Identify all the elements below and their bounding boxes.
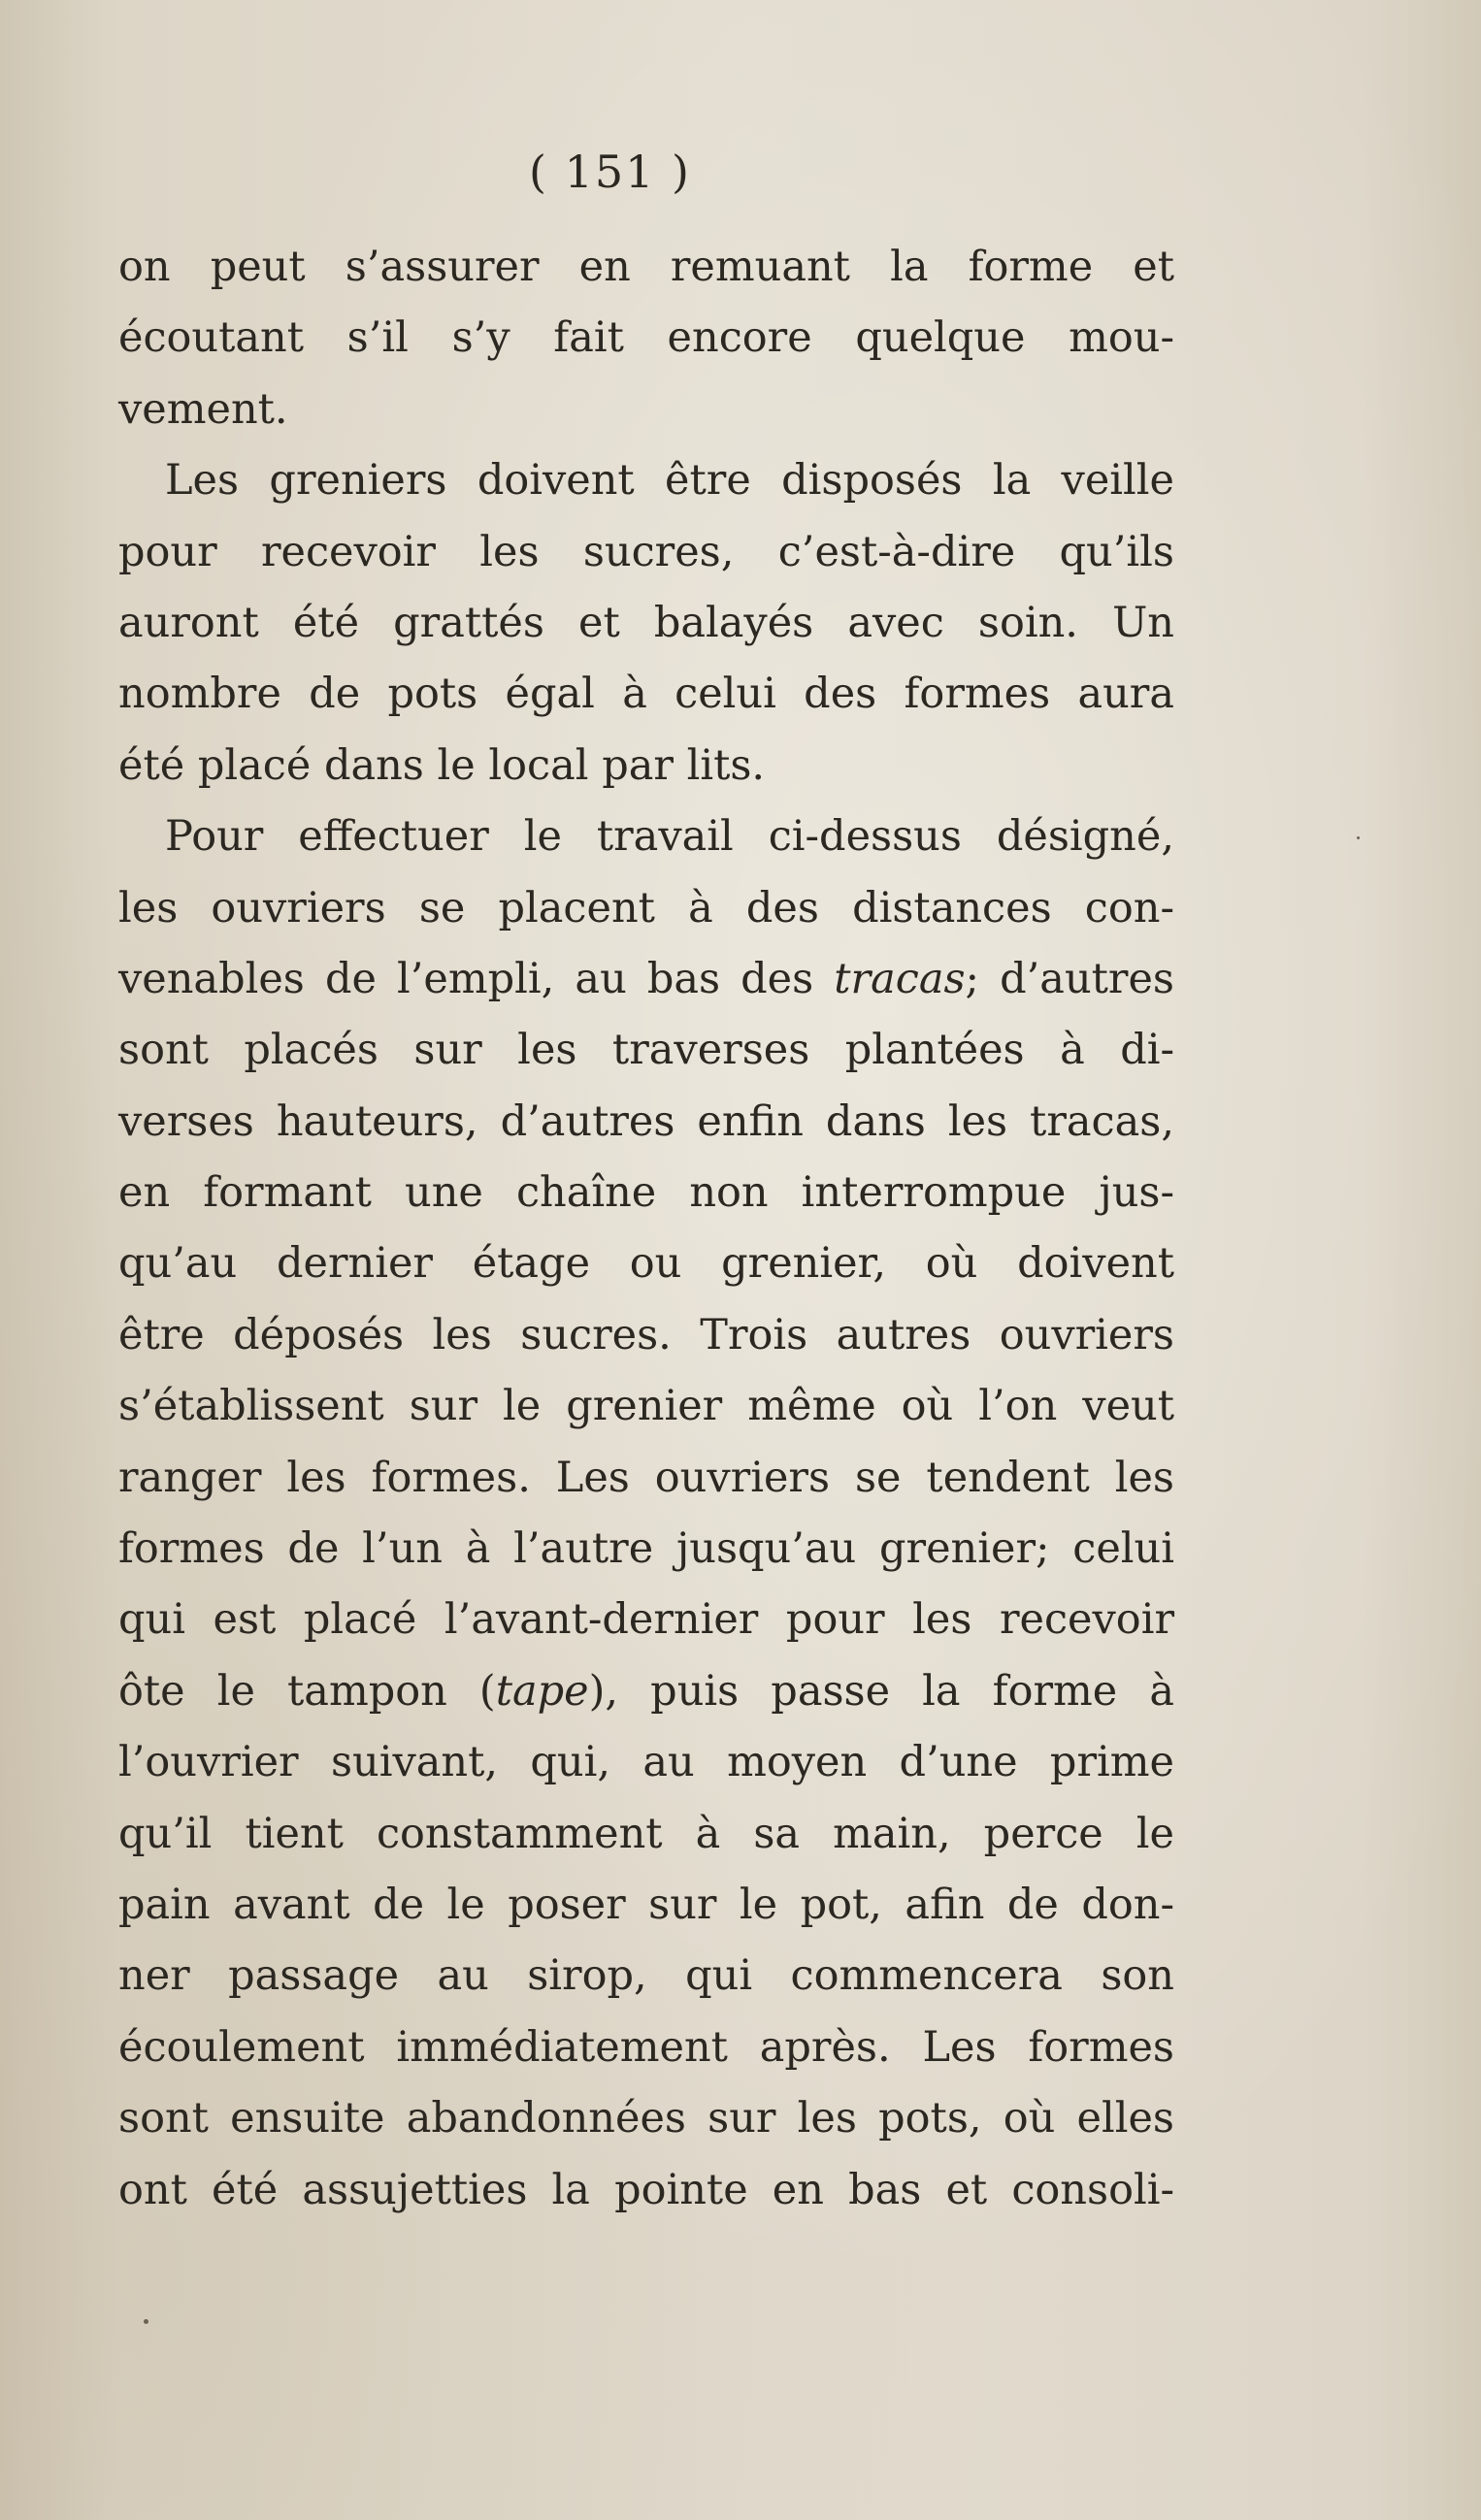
text-line: s’établissent sur le grenier même où l’on veut bbox=[118, 1382, 1174, 1431]
text-line: ranger les formes. Les ouvriers se tendent les bbox=[118, 1453, 1174, 1502]
text-line: sont ensuite abandonnées sur les pots, où elles bbox=[118, 2094, 1174, 2144]
text-line: l’ouvrier suivant, qui, au moyen d’une prime bbox=[118, 1738, 1174, 1787]
text-line: pour recevoir les sucres, c’est-à-dire qu’ils bbox=[118, 527, 1174, 576]
text-line: être déposés les sucres. Trois autres ouvriers bbox=[118, 1310, 1174, 1359]
paper-speck bbox=[1357, 836, 1360, 839]
text-line: formes de l’un à l’autre jusqu’au grenier; celui bbox=[118, 1524, 1174, 1574]
text-segment: ; d’autres bbox=[965, 954, 1174, 1003]
text-line: verses hauteurs, d’autres enfin dans les tracas, bbox=[118, 1096, 1174, 1146]
text-line: qu’il tient constamment à sa main, perce le bbox=[118, 1809, 1174, 1858]
text-line: on peut s’assurer en remuant la forme et bbox=[118, 243, 1174, 291]
text-line: ont été assujetties la pointe en bas et consoli- bbox=[118, 2165, 1174, 2214]
text-line: qui est placé l’avant-dernier pour les recevoir bbox=[118, 1595, 1174, 1645]
text-line bbox=[118, 944, 1174, 1015]
text-line: vement. bbox=[118, 384, 288, 434]
text-line: écoulement immédiatement après. Les formes bbox=[118, 2022, 1174, 2072]
text-line: ner passage au sirop, qui commencera son bbox=[118, 1951, 1174, 2001]
text-line: qu’au dernier étage ou grenier, où doivent bbox=[118, 1239, 1174, 1289]
text-line: Pour effectuer le travail ci-dessus désigné, bbox=[165, 812, 1174, 862]
text-segment: ), puis passe la forme à bbox=[588, 1666, 1174, 1716]
text-line: auront été grattés et balayés avec soin. Un bbox=[118, 598, 1174, 647]
text-line: nombre de pots égal à celui des formes aura bbox=[118, 670, 1174, 719]
text-line: en formant une chaîne non interrompue jus- bbox=[118, 1168, 1174, 1218]
text-line: Les greniers doivent être disposés la veille bbox=[165, 456, 1174, 506]
italic-term: tracas bbox=[834, 954, 966, 1003]
page-number: ( 151 ) bbox=[529, 146, 691, 198]
text-line: les ouvriers se placent à des distances con- bbox=[118, 883, 1174, 933]
text-line: pain avant de le poser sur le pot, afin de don- bbox=[118, 1880, 1174, 1929]
text-segment: venables de l’empli, au bas des bbox=[118, 954, 835, 1003]
italic-term: tape bbox=[495, 1666, 589, 1716]
text-line: écoutant s’il s’y fait encore quelque mou- bbox=[118, 313, 1174, 363]
paper-speck bbox=[144, 2319, 148, 2324]
body-text bbox=[118, 232, 1174, 2226]
text-line bbox=[118, 1656, 1174, 1727]
text-line: été placé dans le local par lits. bbox=[118, 740, 766, 790]
text-segment: ôte le tampon ( bbox=[118, 1666, 496, 1716]
text-line: sont placés sur les traverses plantées à di- bbox=[118, 1026, 1174, 1075]
